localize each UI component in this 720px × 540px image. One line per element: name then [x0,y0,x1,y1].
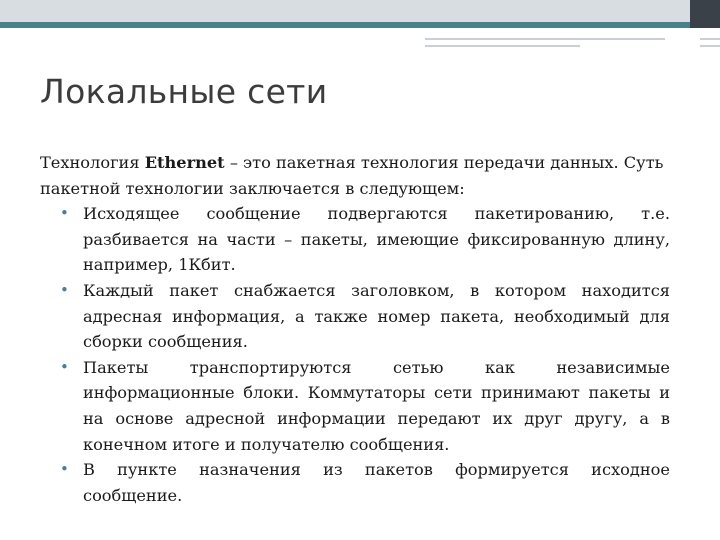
bullet-icon: • [60,357,69,376]
top-accent-band [0,22,720,28]
bullet-icon: • [60,280,69,299]
slide-title: Локальные сети [40,72,328,111]
bullet-text: Пакеты транспортируются сетью как независимые информационные блоки. Коммутаторы сети принимают пакеты и на основе адресной информации передают их друг другу, а в конечном итоге и получателю сообщения. [83,357,670,454]
decorative-line [700,45,720,47]
bullet-item [40,457,670,508]
bullet-item [40,355,670,457]
bullet-text: Исходящее сообщение подвергаются пакетированию, т.е. разбивается на части – пакеты, имеющие фиксированную длину, например, 1Кбит. [83,204,670,275]
bullet-text: В пункте назначения из пакетов формируется исходное сообщение. [83,460,670,505]
intro-paragraph [40,150,670,201]
bullet-text: Каждый пакет снабжается заголовком, в котором находится адресная информация, а также номер пакета, необходимый для сборки сообщения. [83,280,670,352]
intro-text-end: – это пакетная технология передачи данных. Суть пакетной технологии заключается в следующем: [40,153,664,198]
decorative-line [700,38,720,40]
top-band [0,0,720,22]
slide-body [40,150,670,508]
bullet-icon: • [60,460,69,479]
intro-keyword: Ethernet [144,153,225,172]
decorative-line [425,45,580,47]
bullet-item [40,278,670,355]
bullet-item [40,201,670,278]
top-corner-block [690,0,720,28]
decorative-line [425,38,665,40]
intro-text-start: Технология [40,153,145,172]
bullet-list [40,201,670,508]
bullet-icon: • [60,204,69,223]
